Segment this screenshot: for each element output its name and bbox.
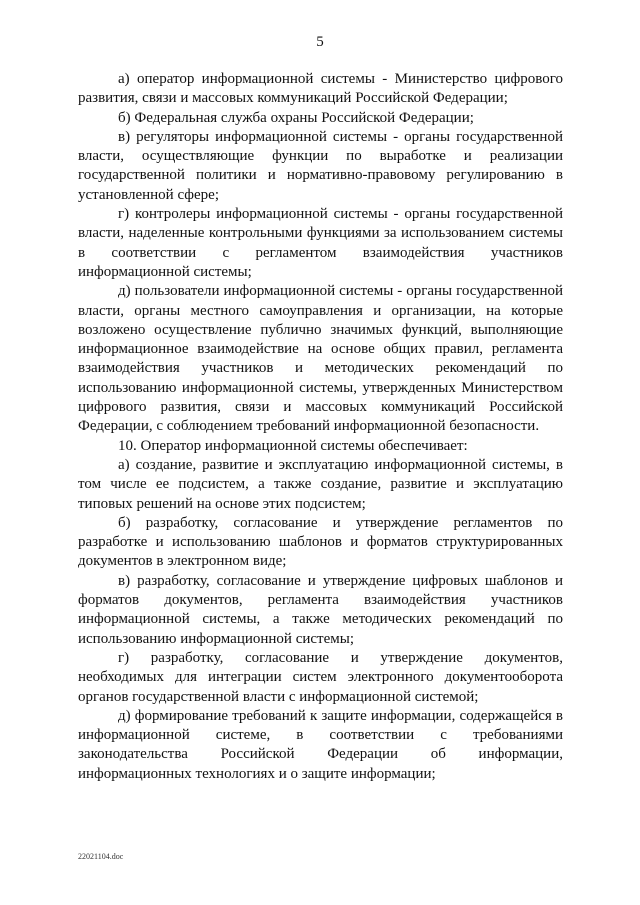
paragraph-fso: б) Федеральная служба охраны Российской Федерации; [118, 109, 474, 126]
paragraph-controllers: г) контролеры информационной системы - органы государственной власти, наделенные контрольными функциями за использованием системы в соответствии с регламентом взаимодействия участников информационной системы; [78, 206, 563, 280]
paragraph-10v: в) разработку, согласование и утверждение цифровых шаблонов и форматов документов, регламента взаимодействия участников информационной системы, а также методических рекомендаций по использованию информационной системы; [78, 572, 563, 647]
paragraph-users: д) пользователи информационной системы - органы государственной власти, органы местного самоуправления и организации, на которые возложено осуществление публично значимых функций, выполняющие информационное взаимодействие на основе общих правил, регламента взаимодействия участников и методических рекомендаций по использованию информационной системы, утвержденных Министерством цифрового развития, связи и массовых коммуникаций Российской Федерации, с соблюдением требований информационной безопасности. [78, 283, 563, 435]
paragraph-10b: б) разработку, согласование и утверждение регламентов по разработке и использованию шаблонов и форматов структурированных документов в электронном виде; [78, 514, 563, 570]
paragraph-section-10: 10. Оператор информационной системы обеспечивает: [118, 437, 468, 454]
paragraph-10a: а) создание, развитие и эксплуатацию информационной системы, в том числе ее подсистем, а также создание, развитие и эксплуатацию типовых решений на основе этих подсистем; [78, 456, 563, 512]
paragraph-10d: д) формирование требований к защите информации, содержащейся в информационной системе, в соответствии с требованиями законодательства Российской Федерации об информации, информационных технологиях и о защите информации; [78, 707, 563, 782]
paragraph-operator: а) оператор информационной системы - Министерство цифрового развития, связи и массовых коммуникаций Российской Федерации; [78, 71, 563, 107]
page-number: 5 [316, 34, 324, 50]
document-body [78, 70, 563, 784]
file-name-footer: 22021104.doc [78, 852, 124, 861]
paragraph-10g: г) разработку, согласование и утверждение документов, необходимых для интеграции систем электронного документооборота органов государственной власти с информационной системой; [78, 649, 563, 705]
paragraph-regulators: в) регуляторы информационной системы - органы государственной власти, осуществляющие функции по выработке и реализации государственной политики и нормативно-правовому регулированию в установленной сфере; [78, 128, 563, 203]
